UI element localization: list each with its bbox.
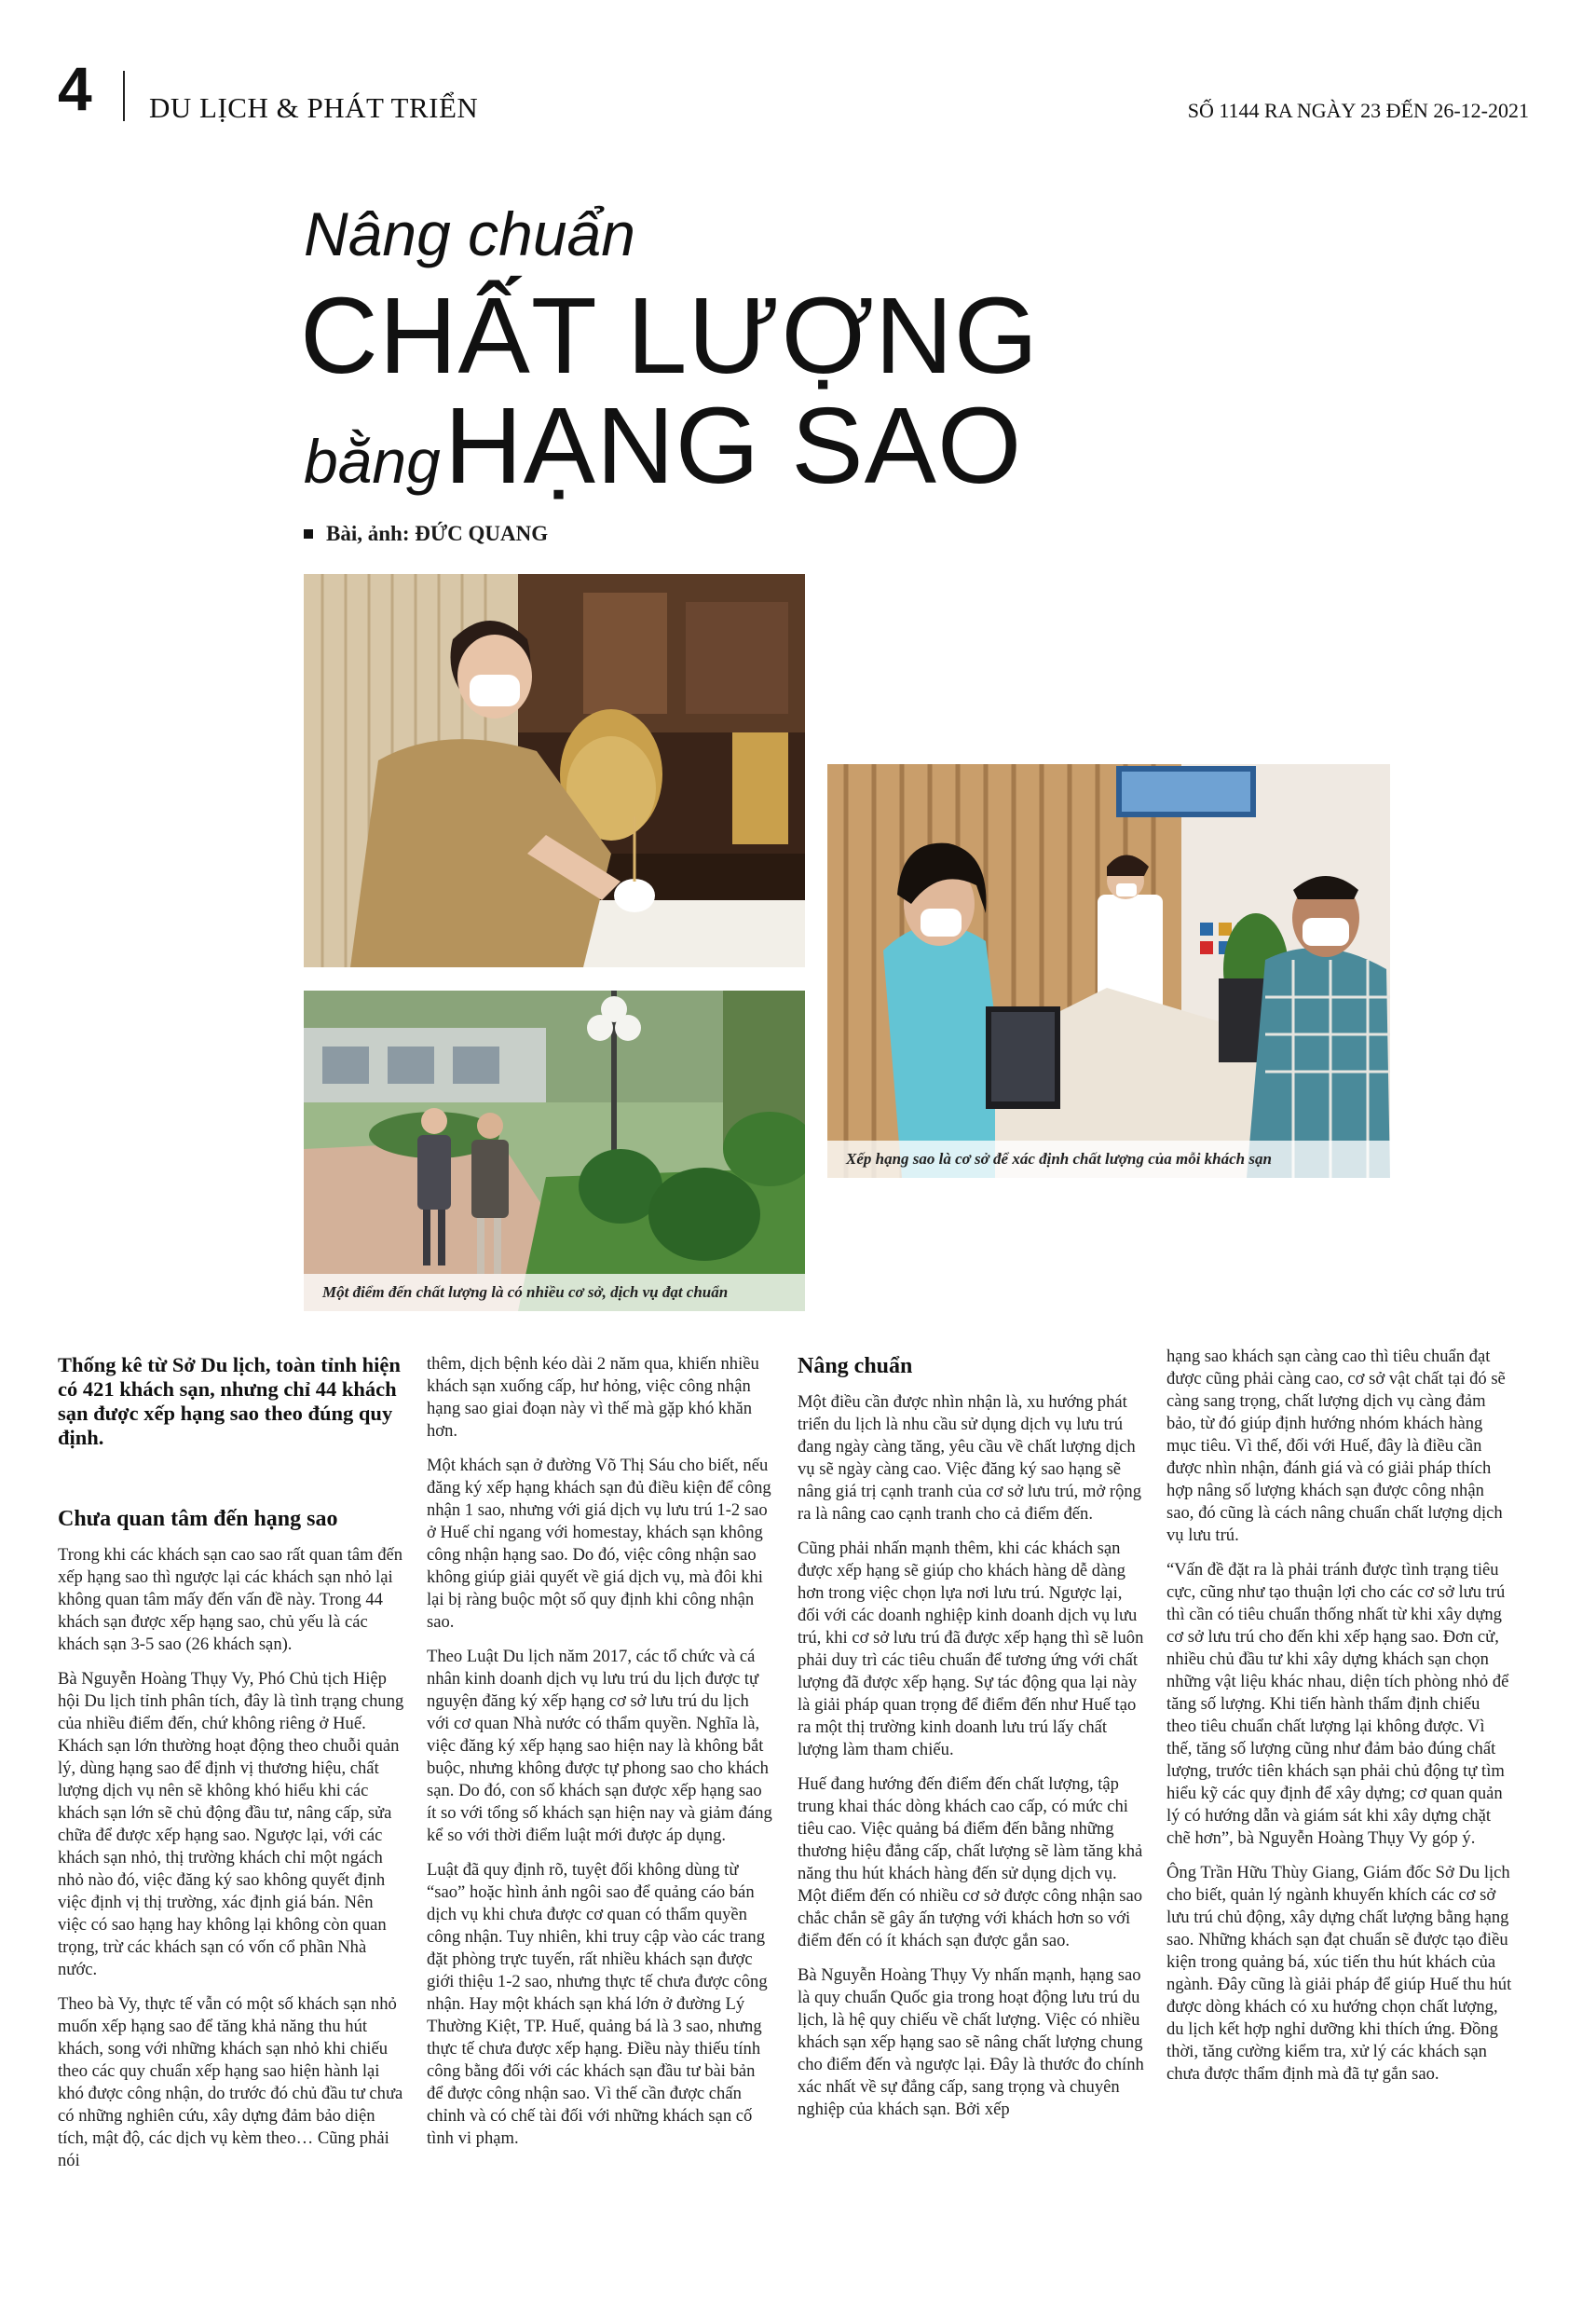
paragraph: Bà Nguyễn Hoàng Thụy Vy, Phó Chủ tịch Hiệp hội Du lịch tỉnh phân tích, đây là tình trạng chung của nhiều điểm đến, chứ không riêng ở Huế. Khách sạn lớn thường hoạt động theo chuỗi quản lý, dùng hạng sao để định vị thương hiệu, chất lượng dịch vụ nên sẽ không khó hiểu khi các khách sạn lớn sẽ chủ động đầu tư, nâng cấp, sửa chữa để được xếp hạng sao. Ngược lại, với các khách sạn nhỏ, thị trường khách chỉ một ngách nhỏ nào đó, việc đăng ký sao không quyết định việc định vị thị trường, xác định giá bán. Nên việc có sao hạng hay không lại không còn quan trọng, trừ các khách sạn có vốn cổ phần Nhà nước. bbox=[58, 1669, 404, 1979]
byline-text: Bài, ảnh: ĐỨC QUANG bbox=[326, 522, 549, 545]
paragraph: Theo Luật Du lịch năm 2017, các tổ chức và cá nhân kinh doanh dịch vụ lưu trú du lịch được tự nguyện đăng ký xếp hạng cơ sở lưu trú du lịch với cơ quan Nhà nước có thẩm quyền. Nghĩa là, việc đăng ký xếp hạng sao hiện nay là không bắt buộc, nhưng không được tự phong sao cho khách sạn. Do đó, con số khách sạn được xếp hạng sao ít so với tổng số khách sạn hiện nay và giảm đáng kể so với thời điểm luật mới được áp dụng. bbox=[427, 1647, 772, 1845]
paragraph: Trong khi các khách sạn cao sao rất quan tâm đến xếp hạng sao thì ngược lại các khách sạn nhỏ lại không quan tâm mấy đến vấn đề này. Trong 44 khách sạn được xếp hạng sao, chủ yếu là các khách sạn 3-5 sao (26 khách sạn). bbox=[58, 1545, 403, 1654]
article-subhead-2: Nâng chuẩn bbox=[798, 1354, 913, 1378]
paragraph: Luật đã quy định rõ, tuyệt đối không dùng từ “sao” hoặc hình ảnh ngôi sao để quảng cáo bán dịch vụ khi chưa được cơ quan có thẩm quyền công nhận. Tuy nhiên, khi truy cập vào các trang đặt phòng trực tuyến, rất nhiều khách sạn được giới thiệu 1-2 sao, nhưng thực tế chưa được công nhận. Hay một khách sạn khá lớn ở đường Lý Thường Kiệt, TP. Huế, quảng bá là 3 sao, nhưng thực tế chưa được xếp hạng. Điều này thiếu tính công bằng đối với các khách sạn đầu tư bài bản để được công nhận sao. Vì thế cần được chấn chỉnh và có chế tài đối với những khách sạn cố tình vi phạm. bbox=[427, 1860, 768, 2148]
header-divider bbox=[123, 71, 125, 121]
photo-waitress-table-setting bbox=[304, 574, 805, 967]
article-column-2 bbox=[427, 1353, 773, 2162]
headline-line-3-big: HẠNG SAO bbox=[443, 385, 1023, 506]
headline-line-1: Nâng chuẩn bbox=[304, 199, 635, 268]
paragraph: hạng sao khách sạn càng cao thì tiêu chuẩn đạt được cũng phải càng cao, cơ sở vật chất tại đó sẽ càng sang trọng, chất lượng dịch vụ càng đảm bảo, từ đó giúp định hướng nhóm khách hàng mục tiêu. Vì thế, đối với Huế, đây là điều cần được nhìn nhận, đánh giá và có giải pháp thích hợp nâng số lượng khách sạn được công nhận sao, đó cũng là cách nâng chuẩn chất lượng dịch vụ lưu trú. bbox=[1166, 1347, 1506, 1545]
paragraph: Cũng phải nhấn mạnh thêm, khi các khách sạn được xếp hạng sẽ giúp cho khách hàng dễ dàng hơn trong việc chọn lựa nơi lưu trú. Ngược lại, đối với các doanh nghiệp kinh doanh dịch vụ lưu trú, khi cơ sở lưu trú đã được xếp hạng thì sẽ luôn phải duy trì các tiêu chuẩn để tương ứng với chất lượng đã được xếp hạng. Sự tác động qua lại này là giải pháp quan trọng để điểm đến như Huế tạo ra một thị trường kinh doanh lưu trú lấy chất lượng làm tham chiếu. bbox=[798, 1539, 1144, 1759]
photo-caption-garden: Một điểm đến chất lượng là có nhiều cơ sở, dịch vụ đạt chuẩn bbox=[304, 1274, 805, 1311]
article-lead: Thống kê từ Sở Du lịch, toàn tỉnh hiện có 421 khách sạn, nhưng chỉ 44 khách sạn được xếp hạng sao theo đúng quy định. bbox=[58, 1353, 401, 1449]
article-column-3 bbox=[798, 1353, 1144, 2133]
byline-bullet bbox=[304, 529, 313, 539]
paragraph: Một điều cần được nhìn nhận là, xu hướng phát triển du lịch là nhu cầu sử dụng dịch vụ lưu trú đang ngày càng tăng, yêu cầu về chất lượng dịch vụ sẽ ngày càng cao. Việc đăng ký sao hạng sẽ nâng giá trị cạnh tranh của cơ sở lưu trú, mở rộng ra là nâng cao cạnh tranh cho cả điểm đến. bbox=[798, 1392, 1141, 1524]
paragraph: “Vấn đề đặt ra là phải tránh được tình trạng tiêu cực, cũng như tạo thuận lợi cho các cơ sở lưu trú thì cần có tiêu chuẩn thống nhất từ khi xây dựng cơ sở lưu trú cho đến khi xếp hạng sao. Đơn cử, nhiều chủ đầu tư khi xây dựng khách sạn chọn những vật liệu khác nhau, diện tích phòng nhỏ để tăng số lượng. Khi tiến hành thẩm định chiếu theo tiêu chuẩn chất lượng lại không được. Vì thế, tăng số lượng cũng như đảm bảo đúng chất lượng, trước tiên khách sạn phải chủ động tự tìm hiểu kỹ các quy định để xây dựng; cơ quan quản lý có hướng dẫn và giám sát khi xây dựng chặt chẽ hơn”, bà Nguyễn Hoàng Thụy Vy góp ý. bbox=[1166, 1560, 1509, 1848]
article-column-1 bbox=[58, 1353, 404, 2184]
paragraph: Bà Nguyễn Hoàng Thụy Vy nhấn mạnh, hạng sao là quy chuẩn Quốc gia trong hoạt động lưu trú du lịch, là hệ quy chiếu về chất lượng. Việc có nhiều khách sạn xếp hạng sao sẽ nâng chất lượng chung cho điểm đến và ngược lại. Đây là thước đo chính xác nhất về sự đẳng cấp, sang trọng và chuyên nghiệp của khách sạn. Bởi xếp bbox=[798, 1965, 1144, 2119]
headline-line-3 bbox=[304, 385, 1023, 535]
paragraph: thêm, dịch bệnh kéo dài 2 năm qua, khiến nhiều khách sạn xuống cấp, hư hỏng, việc công nhận hạng sao giai đoạn này vì thế mà gặp khó khăn hơn. bbox=[427, 1354, 759, 1441]
section-name: DU LỊCH & PHÁT TRIỂN bbox=[149, 91, 479, 124]
paragraph: Một khách sạn ở đường Võ Thị Sáu cho biết, nếu đăng ký xếp hạng khách sạn đủ điều kiện để công nhận 1 sao, nhưng với giá dịch vụ lưu trú 1-2 sao ở Huế chỉ ngang với homestay, khách sạn không công nhận hạng sao. Do đó, việc công nhận sao không giúp giải quyết về giá dịch vụ, mà đôi khi lại bị ràng buộc một số quy định khi công nhận sao. bbox=[427, 1456, 771, 1632]
issue-info: SỐ 1144 RA NGÀY 23 ĐẾN 26-12-2021 bbox=[1187, 99, 1529, 122]
paragraph: Ông Trần Hữu Thùy Giang, Giám đốc Sở Du lịch cho biết, quản lý ngành khuyến khích các cơ sở lưu trú chủ động, xây dựng chất lượng bằng hạng sao. Những khách sạn đạt chuẩn sẽ được tạo điều kiện trong quảng bá, xúc tiến thu hút khách của ngành. Đây cũng là giải pháp để giúp Huế thu hút được dòng khách có xu hướng chọn chất lượng, du lịch kết hợp nghỉ dưỡng khi thích ứng. Đồng thời, tăng cường kiểm tra, xử lý các khách sạn chưa được thẩm định mà đã tự gắn sao. bbox=[1166, 1863, 1512, 2084]
headline-line-2: CHẤT LƯỢNG bbox=[300, 275, 1039, 396]
article-subhead-1: Chưa quan tâm đến hạng sao bbox=[58, 1507, 338, 1531]
paragraph: Theo bà Vy, thực tế vẫn có một số khách sạn nhỏ muốn xếp hạng sao để tăng khả năng thu hút khách, song với những khách sạn nhỏ khi chiếu theo các quy chuẩn xếp hạng sao hiện hành lại khó được công nhận, do trước đó chủ đầu tư chưa có những nghiên cứu, xây dựng đảm bảo diện tích, mật độ, các dịch vụ kèm theo… Cũng phải nói bbox=[58, 1994, 403, 2170]
headline-line-3-small: bằng bbox=[304, 427, 441, 496]
paragraph: Huế đang hướng đến điểm đến chất lượng, tập trung khai thác dòng khách cao cấp, có mức chi tiêu cao. Việc quảng bá điểm đến bằng những thương hiệu đẳng cấp, chất lượng sẽ làm tăng khả năng thu hút khách hàng đến sử dụng dịch vụ. Một điểm đến có nhiều cơ sở được công nhận sao chắc chắn sẽ gây ấn tượng với khách hơn so với điểm đến có ít khách sạn được gắn sao. bbox=[798, 1774, 1143, 1950]
byline bbox=[304, 522, 548, 546]
article-column-4 bbox=[1166, 1346, 1513, 2098]
photo-garden-walkway bbox=[304, 991, 805, 1311]
photo-caption-reception: Xếp hạng sao là cơ sở để xác định chất lượng của mỗi khách sạn bbox=[827, 1141, 1390, 1178]
page-number: 4 bbox=[58, 54, 92, 123]
photo-hotel-reception bbox=[827, 764, 1390, 1178]
